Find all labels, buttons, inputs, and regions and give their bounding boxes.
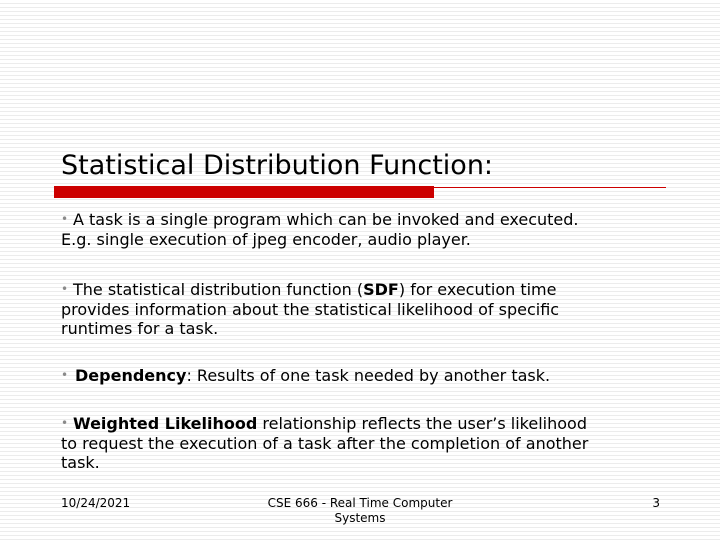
bullet-bold-term: SDF	[363, 280, 399, 299]
page-number: 3	[652, 496, 660, 510]
bullet-bold-term: Dependency	[75, 366, 187, 385]
bullet-text: relationship reflects the user’s likelihood	[257, 414, 587, 433]
title-underline-thin	[434, 187, 666, 188]
bullet-bold-term: Weighted Likelihood	[73, 414, 258, 433]
bullet-item-task	[61, 210, 661, 249]
bullet-text-continued: runtimes for a task.	[61, 319, 219, 338]
footer-course	[255, 496, 465, 526]
footer-date: 10/24/2021	[61, 496, 131, 510]
bullet-text-continued: provides information about the statistical likelihood of specific	[61, 299, 560, 319]
slide-title: Statistical Distribution Function:	[61, 150, 494, 181]
bullet-item-sdf	[61, 280, 661, 339]
bullet-text-continued: to request the execution of a task after the completion of another	[61, 433, 589, 453]
bullet-item-dependency	[61, 366, 661, 386]
bullet-icon: •	[61, 212, 69, 226]
bullet-text: A task is a single program which can be invoked and executed.	[73, 210, 579, 229]
bullet-text: The statistical distribution function (	[73, 280, 364, 299]
bullet-icon: •	[61, 282, 69, 296]
bullet-text: : Results of one task needed by another task.	[186, 366, 551, 385]
bullet-text-continued: E.g. single execution of jpeg encoder, audio player.	[61, 229, 471, 249]
footer-course-line2: Systems	[334, 511, 386, 525]
bullet-text: ) for execution time	[398, 280, 557, 299]
footer-course-line1: CSE 666 - Real Time Computer	[267, 496, 453, 510]
bullet-icon: •	[61, 368, 69, 382]
bullet-item-weighted-likelihood	[61, 414, 661, 473]
bullet-icon: •	[61, 416, 69, 430]
title-underline-thick	[54, 186, 434, 198]
bullet-text-continued: task.	[61, 453, 100, 472]
